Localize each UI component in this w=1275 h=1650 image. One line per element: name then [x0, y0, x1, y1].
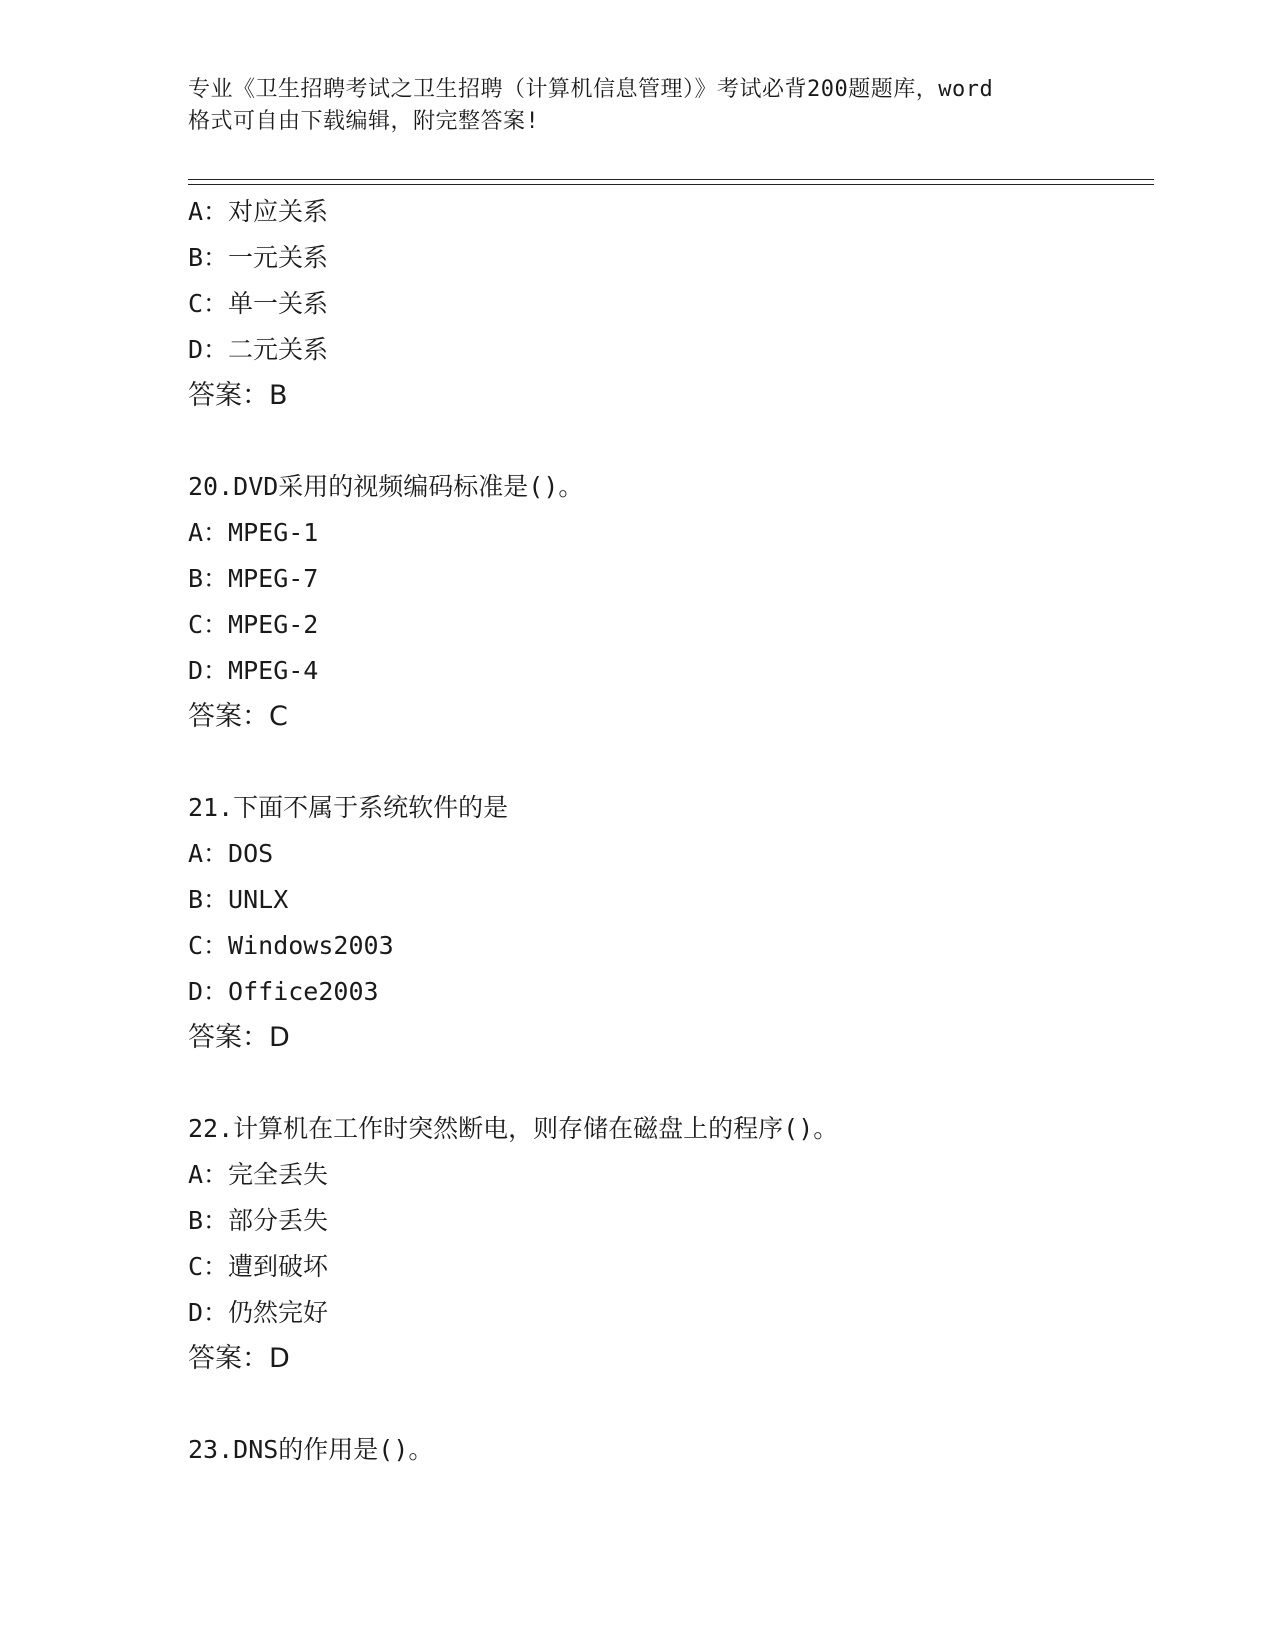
question-21 — [188, 785, 1148, 1061]
option-b: B：MPEG-7 — [188, 564, 319, 593]
answer: 答案：C — [188, 701, 288, 732]
question-text: 21.下面不属于系统软件的是 — [188, 793, 509, 822]
option-c: C：单一关系 — [188, 289, 329, 318]
option-d: D：仍然完好 — [188, 1298, 329, 1327]
option-c: C：MPEG-2 — [188, 610, 319, 639]
option-b: B：一元关系 — [188, 243, 329, 272]
question-22 — [188, 1106, 1148, 1382]
option-a: A：MPEG-1 — [188, 518, 319, 547]
header-line-2: 格式可自由下载编辑，附完整答案! — [188, 109, 540, 134]
answer: 答案：D — [188, 1343, 290, 1374]
option-a: A：DOS — [188, 839, 274, 868]
question-text: 23.DNS的作用是()。 — [188, 1435, 434, 1464]
header-divider-top — [188, 179, 1154, 180]
option-d: D：Office2003 — [188, 977, 379, 1006]
question-23 — [188, 1427, 1148, 1473]
option-c: C：遭到破坏 — [188, 1252, 329, 1281]
answer: 答案：D — [188, 1022, 290, 1053]
option-a: A：完全丢失 — [188, 1160, 329, 1189]
question-20 — [188, 464, 1148, 740]
option-d: D：二元关系 — [188, 335, 329, 364]
question-19 — [188, 189, 1148, 419]
question-list — [188, 189, 1148, 1473]
document-header — [188, 74, 1088, 138]
header-line-1: 专业《卫生招聘考试之卫生招聘（计算机信息管理）》考试必背200题题库，word — [188, 77, 994, 102]
answer: 答案：B — [188, 380, 288, 411]
option-a: A：对应关系 — [188, 197, 329, 226]
question-text: 22.计算机在工作时突然断电，则存储在磁盘上的程序()。 — [188, 1114, 839, 1143]
question-text: 20.DVD采用的视频编码标准是()。 — [188, 472, 584, 501]
option-b: B：UNLX — [188, 885, 289, 914]
header-divider-bottom — [188, 184, 1154, 185]
option-d: D：MPEG-4 — [188, 656, 319, 685]
option-b: B：部分丢失 — [188, 1206, 329, 1235]
option-c: C：Windows2003 — [188, 931, 394, 960]
